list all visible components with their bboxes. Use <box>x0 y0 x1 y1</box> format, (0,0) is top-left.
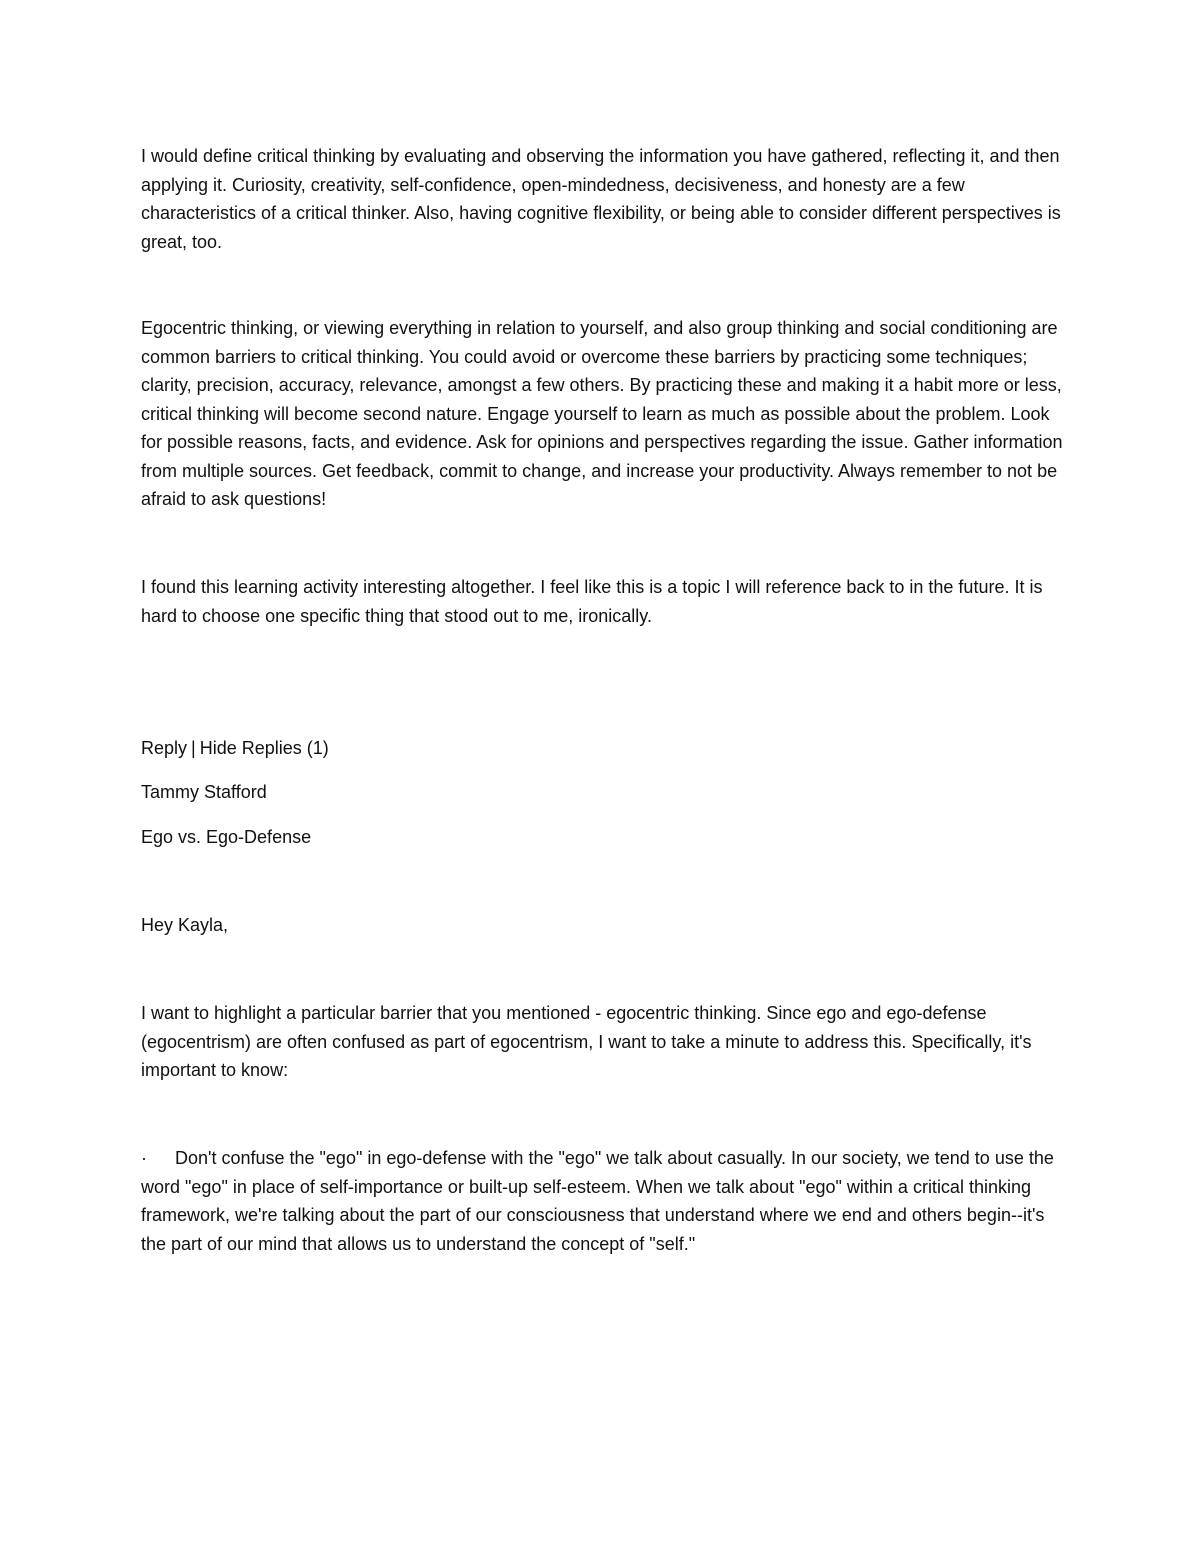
hide-replies-link[interactable]: Hide Replies (1) <box>199 738 329 758</box>
reply-paragraph-intro: I want to highlight a particular barrier that you mentioned - egocentric thinking. Since ego and ego-defense (egocentrism) are often confused as part of egocentrism, I want to take a minute to address this. Specifically, it's important to know: <box>141 1003 1032 1080</box>
post-paragraph-barriers: Egocentric thinking, or viewing everything in relation to yourself, and also group thinking and social conditioning are common barriers to critical thinking. You could avoid or overcome these barriers by practicing some techniques; clarity, precision, accuracy, relevance, amongst a few others. By practicing these and making it a habit more or less, critical thinking will become second nature. Engage yourself to learn as much as possible about the problem. Look for possible reasons, facts, and evidence. Ask for opinions and perspectives regarding the issue. Gather information from multiple sources. Get feedback, commit to change, and increase your productivity. Always remember to not be afraid to ask questions! <box>141 318 1063 509</box>
reply-bullet-item <box>141 1144 1066 1258</box>
reply-bullet-text: Don't confuse the "ego" in ego-defense with the "ego" we talk about casually. In our society, we tend to use the word "ego" in place of self-importance or built-up self-esteem. When we talk about "ego" within a critical thinking framework, we're talking about the part of our consciousness that understand where we end and others begin--it's the part of our mind that allows us to understand the concept of "self." <box>141 1148 1054 1254</box>
reply-author-name: Tammy Stafford <box>141 782 267 802</box>
actions-separator: | <box>191 738 196 758</box>
post-paragraph-definition: I would define critical thinking by evaluating and observing the information you have gathered, reflecting it, and then applying it. Curiosity, creativity, self-confidence, open-mindedness, decisiveness, and honesty are a few characteristics of a critical thinker. Also, having cognitive flexibility, or being able to consider different perspectives is great, too. <box>141 146 1061 252</box>
reply-actions-bar <box>141 734 1066 763</box>
bullet-marker: · <box>141 1148 147 1168</box>
reply-subject: Ego vs. Ego-Defense <box>141 827 312 847</box>
reply-link[interactable]: Reply <box>141 738 188 758</box>
post-paragraph-reflection: I found this learning activity interesting altogether. I feel like this is a topic I will reference back to in the future. It is hard to choose one specific thing that stood out to me, ironically. <box>141 577 1043 626</box>
reply-greeting: Hey Kayla, <box>141 915 229 935</box>
